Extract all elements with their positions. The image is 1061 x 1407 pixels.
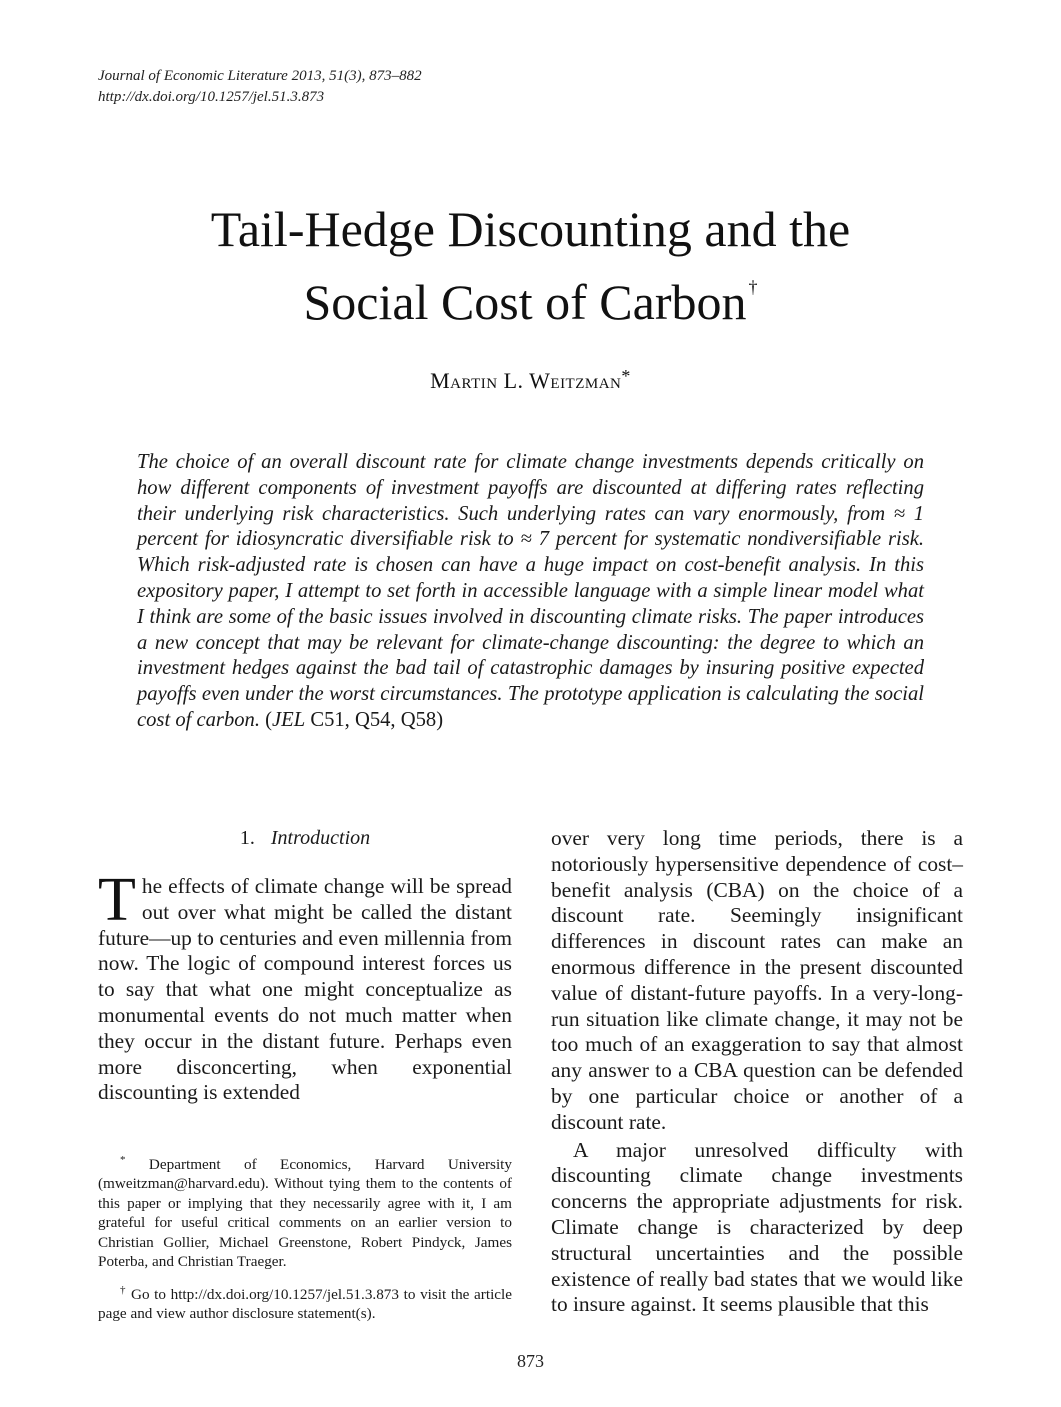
footnote-title xyxy=(98,1281,512,1324)
author-name: Martin L. Weitzman xyxy=(430,368,622,393)
drop-cap: T xyxy=(98,866,136,934)
jel-label: JEL xyxy=(272,708,306,731)
left-column xyxy=(98,824,512,1106)
paragraph-risk: A major unresolved difficulty with discounting climate change investments concerns the appropriate adjustments for risk. Climate change is characterized by deep structural uncertainties and the possible existence of really bad states that we would like to insure against. It seems plausible that this xyxy=(551,1137,963,1317)
title-line-2: Social Cost of Carbon xyxy=(303,274,747,330)
footnote-title-text[interactable]: Go to http://dx.doi.org/10.1257/jel.51.3.873 to visit the article page and view author disclosure statement(s). xyxy=(98,1285,512,1322)
journal-citation: Journal of Economic Literature 2013, 51(3), 873–882 xyxy=(98,68,422,84)
doi-link[interactable]: http://dx.doi.org/10.1257/jel.51.3.873 xyxy=(98,89,325,105)
footnote-author-text: Department of Economics, Harvard University (mweitzman@harvard.edu). Without tying them to the contents of this paper or implying that they necessarily agree with it, I am grateful for useful critical comments on an earlier version to Christian Gollier, Michael Greenstone, Robert Pindyck, James Poterba, and Christian Traeger. xyxy=(98,1156,512,1271)
footnotes xyxy=(98,1151,512,1332)
abstract-text: The choice of an overall discount rate for climate change investments depends critically on how different components of investment payoffs are discounted at differing rates reflecting their underlying risk characteristics. Such underlying rates can vary enormously, from ≈ 1 percent for idiosyncratic diversifiable risk to ≈ 7 percent for systematic nondiversifiable risk. Which risk-adjusted rate is chosen can have a huge impact on cost-benefit analysis. In this expository paper, I attempt to set forth in accessible language with a simple linear model what I think are some of the basic issues involved in discounting climate risks. The paper introduces a new concept that may be relevant for climate-change discounting: the degree to which an investment hedges against the bad tail of catastrophic damages by insuring positive expected payoffs even under the worst circumstances. The prototype application is calculating the social cost of carbon. xyxy=(137,451,924,731)
right-column xyxy=(551,826,963,1318)
paragraph-continued: over very long time periods, there is a notoriously hypersensitive dependence of cost–benefit analysis (CBA) on the choice of a discount rate. Seemingly insignificant differences in discount rates can make an enormous difference in the present discounted value of distant-future payoffs. In a very-long-run situation like climate change, it may not be too much of an exaggeration to say that almost any answer to a CBA question can be defended by one particular choice or another of a discount rate. xyxy=(551,826,963,1134)
page-number: 873 xyxy=(517,1351,544,1371)
intro-paragraph xyxy=(98,866,512,1106)
title-line-1: Tail-Hedge Discounting and the xyxy=(210,201,851,257)
title-footnote-marker[interactable]: † xyxy=(748,277,758,297)
section-heading xyxy=(98,824,512,852)
author-footnote-marker[interactable]: * xyxy=(621,366,631,386)
section-title: Introduction xyxy=(270,827,371,849)
author-line xyxy=(60,366,1001,394)
jel-codes: (JEL C51, Q54, Q58) xyxy=(265,708,444,731)
footnote-title-marker: † xyxy=(120,1283,127,1296)
intro-paragraph-text: he effects of climate change will be spread out over what might be called the distant future—up to centuries and even millennia from now. The logic of compound interest forces us to say that what one might conceptualize as monumental events do not much matter when they occur in the distant future. Perhaps even more disconcerting, when exponential discounting is extended xyxy=(98,874,512,1105)
paper-title xyxy=(60,200,1001,331)
footnote-author xyxy=(98,1151,512,1272)
footnote-author-marker: * xyxy=(120,1154,126,1166)
section-number: 1. xyxy=(239,827,255,849)
abstract xyxy=(137,450,924,734)
journal-header xyxy=(98,66,422,108)
